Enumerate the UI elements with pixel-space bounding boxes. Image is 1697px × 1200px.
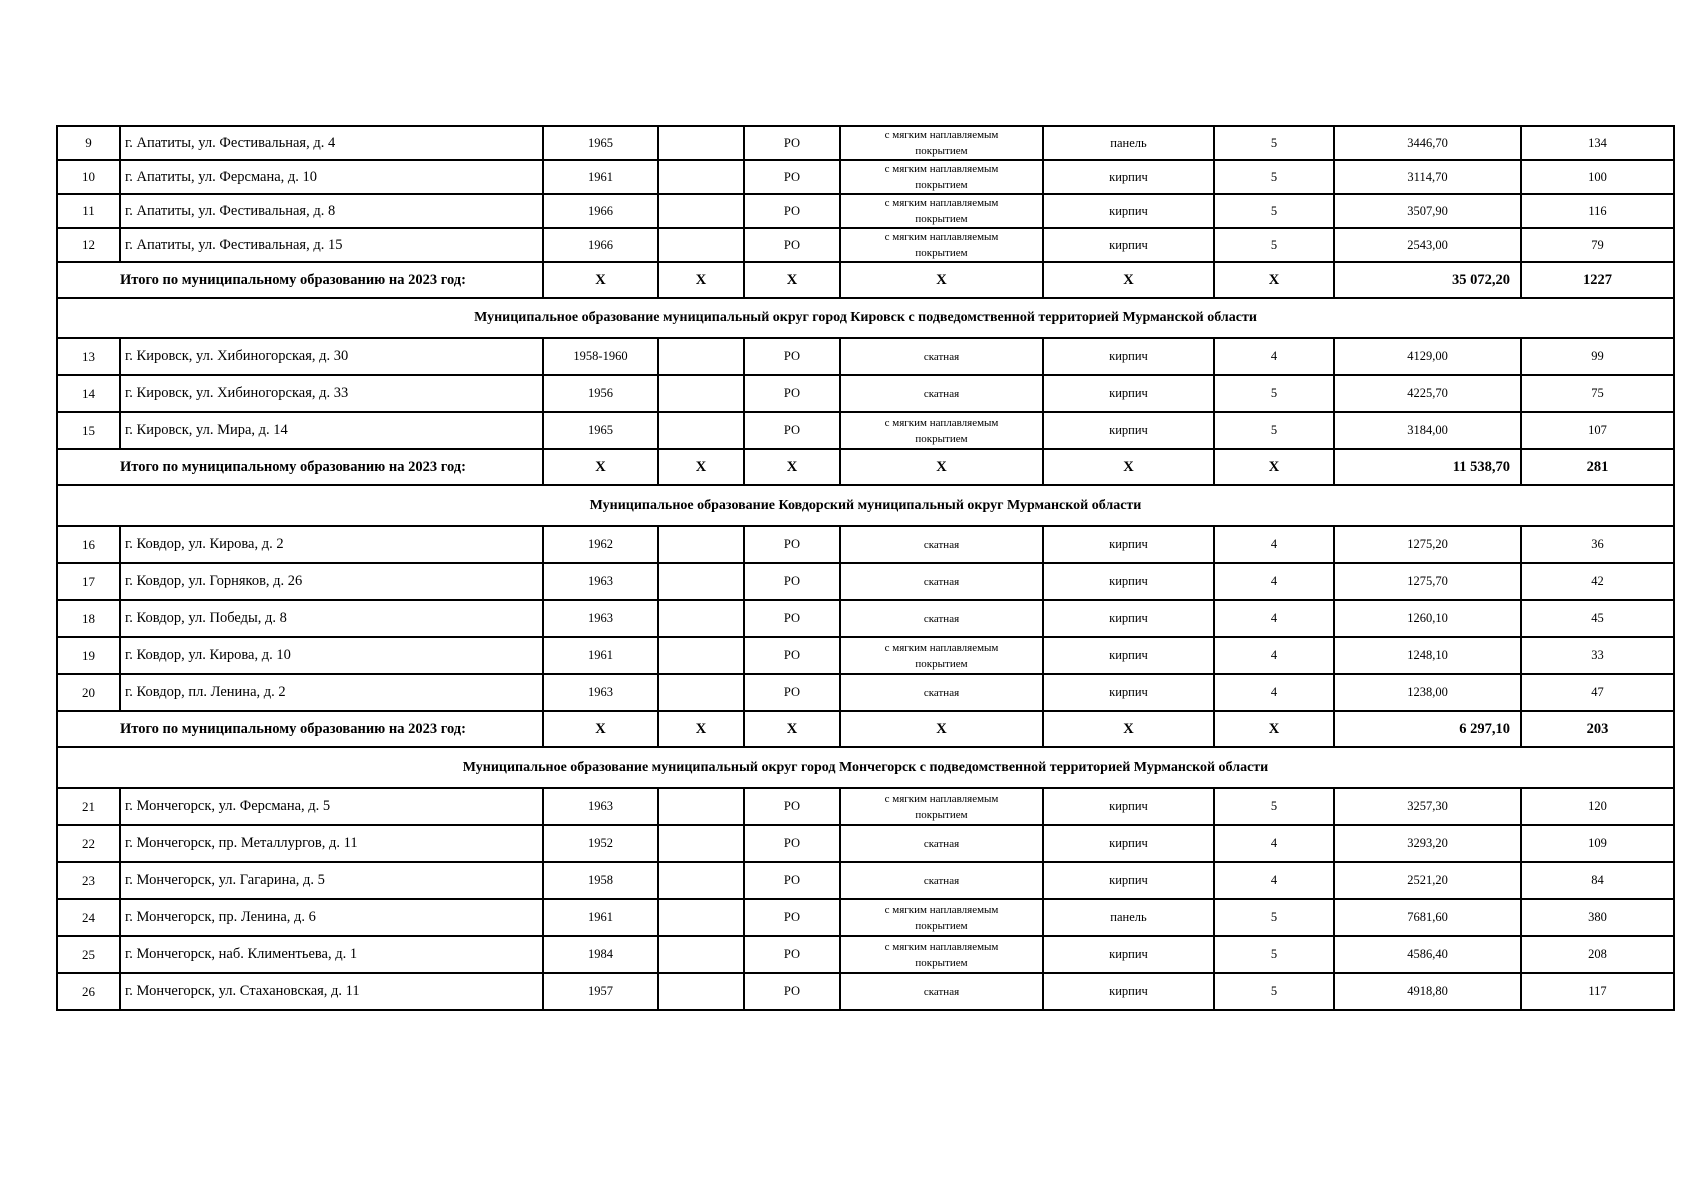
area-cell: 1275,20 <box>1334 526 1521 563</box>
area-cell: 4918,80 <box>1334 973 1521 1010</box>
wall-material-cell: кирпич <box>1043 563 1214 600</box>
empty-cell <box>658 788 744 825</box>
address-cell: г. Ковдор, ул. Кирова, д. 10 <box>120 637 543 674</box>
area-cell: 4129,00 <box>1334 338 1521 375</box>
address-cell: г. Мончегорск, пр. Металлургов, д. 11 <box>120 825 543 862</box>
row-number: 11 <box>57 194 120 228</box>
wall-material-cell: панель <box>1043 126 1214 160</box>
floors-cell: 5 <box>1214 412 1334 449</box>
count-cell: 47 <box>1521 674 1674 711</box>
count-cell: 75 <box>1521 375 1674 412</box>
owner-cell: РО <box>744 228 840 262</box>
year-cell: 1956 <box>543 375 658 412</box>
count-cell: 33 <box>1521 637 1674 674</box>
year-cell: 1952 <box>543 825 658 862</box>
owner-cell: РО <box>744 674 840 711</box>
address-cell: г. Апатиты, ул. Ферсмана, д. 10 <box>120 160 543 194</box>
floors-cell: 5 <box>1214 228 1334 262</box>
address-cell: г. Кировск, ул. Хибиногорская, д. 33 <box>120 375 543 412</box>
table-row <box>57 899 1674 936</box>
wall-material-cell: кирпич <box>1043 862 1214 899</box>
count-cell: 109 <box>1521 825 1674 862</box>
table-row <box>57 600 1674 637</box>
row-number: 9 <box>57 126 120 160</box>
wall-material-cell: кирпич <box>1043 788 1214 825</box>
address-cell: г. Мончегорск, ул. Гагарина, д. 5 <box>120 862 543 899</box>
address-cell: г. Апатиты, ул. Фестивальная, д. 15 <box>120 228 543 262</box>
floors-cell: 5 <box>1214 126 1334 160</box>
floors-cell: 4 <box>1214 637 1334 674</box>
owner-cell: РО <box>744 637 840 674</box>
area-cell: 3114,70 <box>1334 160 1521 194</box>
table-row <box>57 160 1674 194</box>
year-cell: 1966 <box>543 194 658 228</box>
floors-cell: 4 <box>1214 338 1334 375</box>
roof-type-cell: с мягким наплавляемым покрытием <box>840 637 1043 674</box>
owner-cell: РО <box>744 126 840 160</box>
wall-material-cell: кирпич <box>1043 194 1214 228</box>
roof-type-cell: с мягким наплавляемым покрытием <box>840 126 1043 160</box>
floors-cell: 5 <box>1214 936 1334 973</box>
total-area: 35 072,20 <box>1334 262 1521 298</box>
table-row <box>57 825 1674 862</box>
floors-cell: 5 <box>1214 375 1334 412</box>
roof-type-cell: с мягким наплавляемым покрытием <box>840 899 1043 936</box>
floors-cell: 4 <box>1214 674 1334 711</box>
row-number: 26 <box>57 973 120 1010</box>
row-number: 23 <box>57 862 120 899</box>
total-x-mark: X <box>658 262 744 298</box>
roof-type-cell: скатная <box>840 862 1043 899</box>
address-cell: г. Кировск, ул. Мира, д. 14 <box>120 412 543 449</box>
empty-cell <box>658 936 744 973</box>
area-cell: 3184,00 <box>1334 412 1521 449</box>
total-x-mark: X <box>1214 449 1334 485</box>
wall-material-cell: кирпич <box>1043 526 1214 563</box>
section-heading: Муниципальное образование Ковдорский муниципальный округ Мурманской области <box>57 485 1674 526</box>
total-label: Итого по муниципальному образованию на 2023 год: <box>57 262 543 298</box>
floors-cell: 4 <box>1214 862 1334 899</box>
table-row <box>57 126 1674 160</box>
floors-cell: 4 <box>1214 526 1334 563</box>
wall-material-cell: панель <box>1043 899 1214 936</box>
roof-type-cell: скатная <box>840 674 1043 711</box>
area-cell: 3507,90 <box>1334 194 1521 228</box>
year-cell: 1958 <box>543 862 658 899</box>
row-number: 24 <box>57 899 120 936</box>
row-number: 18 <box>57 600 120 637</box>
row-number: 21 <box>57 788 120 825</box>
count-cell: 42 <box>1521 563 1674 600</box>
area-cell: 4586,40 <box>1334 936 1521 973</box>
total-x-mark: X <box>658 449 744 485</box>
wall-material-cell: кирпич <box>1043 825 1214 862</box>
section-heading-row <box>57 485 1674 526</box>
owner-cell: РО <box>744 600 840 637</box>
owner-cell: РО <box>744 899 840 936</box>
empty-cell <box>658 674 744 711</box>
address-cell: г. Апатиты, ул. Фестивальная, д. 4 <box>120 126 543 160</box>
owner-cell: РО <box>744 825 840 862</box>
area-cell: 1238,00 <box>1334 674 1521 711</box>
row-number: 22 <box>57 825 120 862</box>
area-cell: 2521,20 <box>1334 862 1521 899</box>
area-cell: 3446,70 <box>1334 126 1521 160</box>
roof-type-cell: с мягким наплавляемым покрытием <box>840 194 1043 228</box>
total-label: Итого по муниципальному образованию на 2023 год: <box>57 449 543 485</box>
row-number: 12 <box>57 228 120 262</box>
roof-type-cell: скатная <box>840 973 1043 1010</box>
floors-cell: 5 <box>1214 899 1334 936</box>
total-count: 203 <box>1521 711 1674 747</box>
year-cell: 1963 <box>543 563 658 600</box>
roof-type-cell: скатная <box>840 338 1043 375</box>
owner-cell: РО <box>744 563 840 600</box>
address-cell: г. Ковдор, пл. Ленина, д. 2 <box>120 674 543 711</box>
owner-cell: РО <box>744 194 840 228</box>
count-cell: 208 <box>1521 936 1674 973</box>
table-row <box>57 412 1674 449</box>
total-label: Итого по муниципальному образованию на 2023 год: <box>57 711 543 747</box>
area-cell: 3293,20 <box>1334 825 1521 862</box>
wall-material-cell: кирпич <box>1043 674 1214 711</box>
total-x-mark: X <box>840 711 1043 747</box>
section-heading-row <box>57 747 1674 788</box>
section-heading: Муниципальное образование муниципальный округ город Кировск с подведомственной территорией Мурманской области <box>57 298 1674 338</box>
floors-cell: 5 <box>1214 194 1334 228</box>
empty-cell <box>658 526 744 563</box>
year-cell: 1961 <box>543 637 658 674</box>
year-cell: 1963 <box>543 788 658 825</box>
count-cell: 116 <box>1521 194 1674 228</box>
year-cell: 1984 <box>543 936 658 973</box>
year-cell: 1965 <box>543 126 658 160</box>
empty-cell <box>658 338 744 375</box>
address-cell: г. Кировск, ул. Хибиногорская, д. 30 <box>120 338 543 375</box>
floors-cell: 5 <box>1214 973 1334 1010</box>
row-number: 15 <box>57 412 120 449</box>
roof-type-cell: скатная <box>840 375 1043 412</box>
address-cell: г. Мончегорск, пр. Ленина, д. 6 <box>120 899 543 936</box>
roof-type-cell: с мягким наплавляемым покрытием <box>840 788 1043 825</box>
owner-cell: РО <box>744 862 840 899</box>
owner-cell: РО <box>744 936 840 973</box>
count-cell: 36 <box>1521 526 1674 563</box>
wall-material-cell: кирпич <box>1043 375 1214 412</box>
total-count: 1227 <box>1521 262 1674 298</box>
year-cell: 1965 <box>543 412 658 449</box>
area-cell: 7681,60 <box>1334 899 1521 936</box>
total-x-mark: X <box>744 711 840 747</box>
total-x-mark: X <box>744 262 840 298</box>
total-x-mark: X <box>1214 711 1334 747</box>
row-number: 20 <box>57 674 120 711</box>
total-x-mark: X <box>658 711 744 747</box>
area-cell: 2543,00 <box>1334 228 1521 262</box>
empty-cell <box>658 637 744 674</box>
total-row <box>57 262 1674 298</box>
area-cell: 3257,30 <box>1334 788 1521 825</box>
wall-material-cell: кирпич <box>1043 338 1214 375</box>
total-count: 281 <box>1521 449 1674 485</box>
count-cell: 84 <box>1521 862 1674 899</box>
table-row <box>57 194 1674 228</box>
roof-type-cell: скатная <box>840 563 1043 600</box>
table-row <box>57 526 1674 563</box>
table-row <box>57 637 1674 674</box>
table-row <box>57 862 1674 899</box>
empty-cell <box>658 862 744 899</box>
table-body <box>57 126 1674 1010</box>
area-cell: 1275,70 <box>1334 563 1521 600</box>
total-row <box>57 711 1674 747</box>
count-cell: 134 <box>1521 126 1674 160</box>
address-cell: г. Ковдор, ул. Победы, д. 8 <box>120 600 543 637</box>
floors-cell: 4 <box>1214 563 1334 600</box>
total-x-mark: X <box>1214 262 1334 298</box>
count-cell: 117 <box>1521 973 1674 1010</box>
floors-cell: 4 <box>1214 825 1334 862</box>
total-x-mark: X <box>1043 711 1214 747</box>
address-cell: г. Ковдор, ул. Кирова, д. 2 <box>120 526 543 563</box>
year-cell: 1961 <box>543 899 658 936</box>
owner-cell: РО <box>744 788 840 825</box>
year-cell: 1957 <box>543 973 658 1010</box>
roof-type-cell: скатная <box>840 600 1043 637</box>
year-cell: 1958-1960 <box>543 338 658 375</box>
count-cell: 79 <box>1521 228 1674 262</box>
table-row <box>57 338 1674 375</box>
owner-cell: РО <box>744 973 840 1010</box>
address-cell: г. Апатиты, ул. Фестивальная, д. 8 <box>120 194 543 228</box>
total-x-mark: X <box>543 449 658 485</box>
table-row <box>57 674 1674 711</box>
row-number: 19 <box>57 637 120 674</box>
area-cell: 1248,10 <box>1334 637 1521 674</box>
wall-material-cell: кирпич <box>1043 973 1214 1010</box>
total-row <box>57 449 1674 485</box>
area-cell: 1260,10 <box>1334 600 1521 637</box>
roof-type-cell: скатная <box>840 825 1043 862</box>
wall-material-cell: кирпич <box>1043 936 1214 973</box>
table-row <box>57 228 1674 262</box>
section-heading-row <box>57 298 1674 338</box>
empty-cell <box>658 160 744 194</box>
roof-type-cell: с мягким наплавляемым покрытием <box>840 412 1043 449</box>
owner-cell: РО <box>744 375 840 412</box>
empty-cell <box>658 194 744 228</box>
wall-material-cell: кирпич <box>1043 228 1214 262</box>
owner-cell: РО <box>744 338 840 375</box>
row-number: 16 <box>57 526 120 563</box>
count-cell: 45 <box>1521 600 1674 637</box>
year-cell: 1963 <box>543 600 658 637</box>
floors-cell: 5 <box>1214 160 1334 194</box>
count-cell: 99 <box>1521 338 1674 375</box>
table-row <box>57 973 1674 1010</box>
empty-cell <box>658 600 744 637</box>
owner-cell: РО <box>744 526 840 563</box>
total-x-mark: X <box>744 449 840 485</box>
empty-cell <box>658 126 744 160</box>
row-number: 25 <box>57 936 120 973</box>
housing-register-table <box>56 125 1675 1011</box>
empty-cell <box>658 375 744 412</box>
address-cell: г. Ковдор, ул. Горняков, д. 26 <box>120 563 543 600</box>
table-row <box>57 936 1674 973</box>
total-area: 6 297,10 <box>1334 711 1521 747</box>
year-cell: 1963 <box>543 674 658 711</box>
total-x-mark: X <box>1043 262 1214 298</box>
empty-cell <box>658 563 744 600</box>
table-row <box>57 563 1674 600</box>
count-cell: 380 <box>1521 899 1674 936</box>
row-number: 10 <box>57 160 120 194</box>
year-cell: 1962 <box>543 526 658 563</box>
row-number: 17 <box>57 563 120 600</box>
roof-type-cell: с мягким наплавляемым покрытием <box>840 160 1043 194</box>
year-cell: 1961 <box>543 160 658 194</box>
floors-cell: 4 <box>1214 600 1334 637</box>
empty-cell <box>658 228 744 262</box>
total-x-mark: X <box>840 262 1043 298</box>
row-number: 14 <box>57 375 120 412</box>
address-cell: г. Мончегорск, наб. Климентьева, д. 1 <box>120 936 543 973</box>
empty-cell <box>658 899 744 936</box>
year-cell: 1966 <box>543 228 658 262</box>
count-cell: 100 <box>1521 160 1674 194</box>
empty-cell <box>658 412 744 449</box>
wall-material-cell: кирпич <box>1043 637 1214 674</box>
total-x-mark: X <box>543 262 658 298</box>
total-area: 11 538,70 <box>1334 449 1521 485</box>
area-cell: 4225,70 <box>1334 375 1521 412</box>
empty-cell <box>658 825 744 862</box>
owner-cell: РО <box>744 160 840 194</box>
total-x-mark: X <box>1043 449 1214 485</box>
total-x-mark: X <box>840 449 1043 485</box>
roof-type-cell: скатная <box>840 526 1043 563</box>
table-row <box>57 788 1674 825</box>
section-heading: Муниципальное образование муниципальный округ город Мончегорск с подведомственной территорией Мурманской области <box>57 747 1674 788</box>
address-cell: г. Мончегорск, ул. Ферсмана, д. 5 <box>120 788 543 825</box>
total-x-mark: X <box>543 711 658 747</box>
wall-material-cell: кирпич <box>1043 160 1214 194</box>
count-cell: 120 <box>1521 788 1674 825</box>
owner-cell: РО <box>744 412 840 449</box>
wall-material-cell: кирпич <box>1043 600 1214 637</box>
wall-material-cell: кирпич <box>1043 412 1214 449</box>
roof-type-cell: с мягким наплавляемым покрытием <box>840 936 1043 973</box>
empty-cell <box>658 973 744 1010</box>
roof-type-cell: с мягким наплавляемым покрытием <box>840 228 1043 262</box>
address-cell: г. Мончегорск, ул. Стахановская, д. 11 <box>120 973 543 1010</box>
floors-cell: 5 <box>1214 788 1334 825</box>
table-row <box>57 375 1674 412</box>
count-cell: 107 <box>1521 412 1674 449</box>
row-number: 13 <box>57 338 120 375</box>
